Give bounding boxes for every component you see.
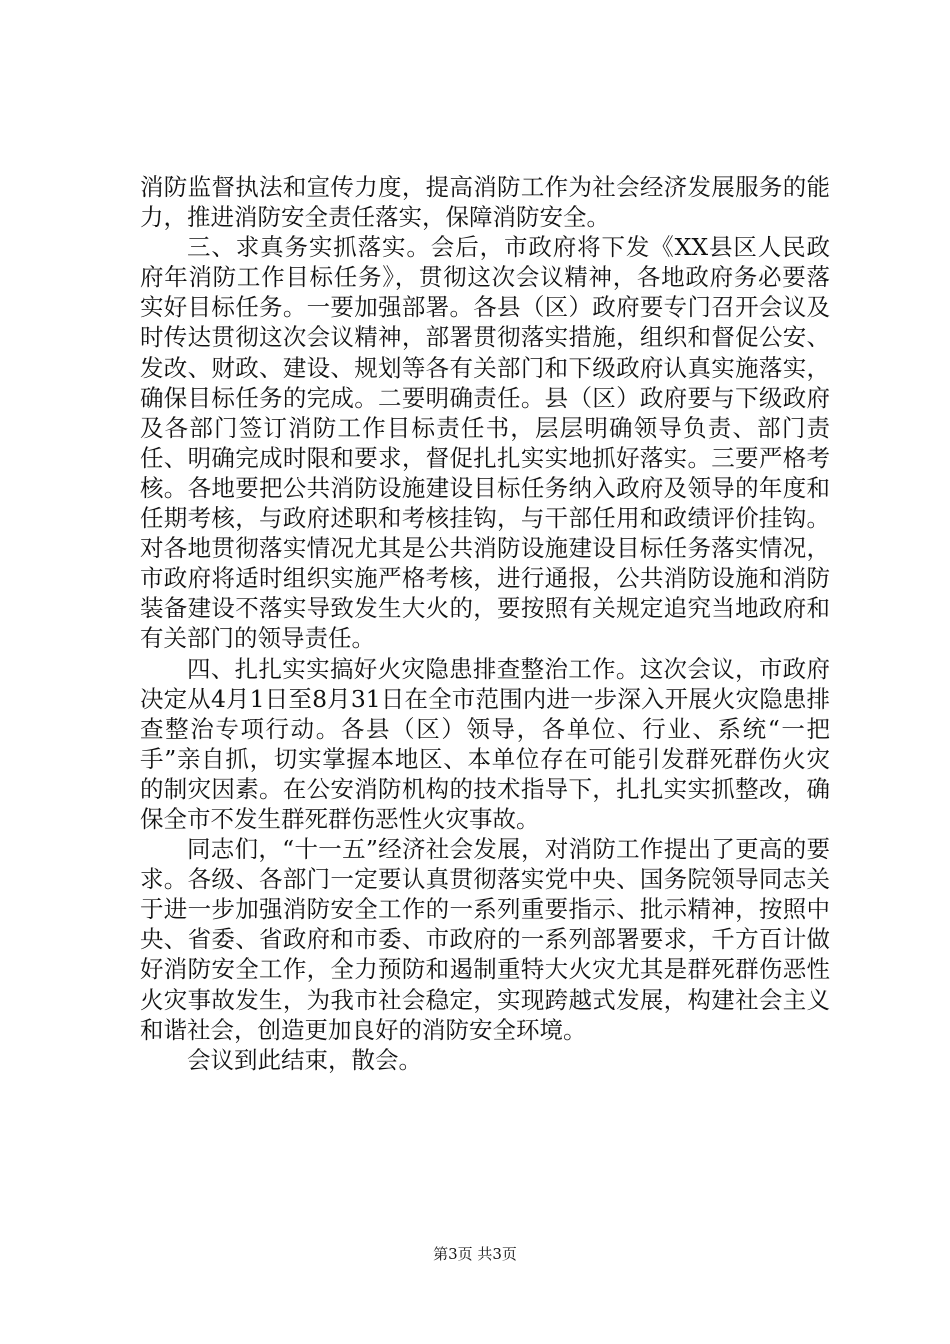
- document-body: [140, 172, 830, 1075]
- page-footer: 第3页 共3页: [433, 1245, 517, 1263]
- paragraph-section-three: 三、求真务实抓落实。会后，市政府将下发《XX县区人民政府年消防工作目标任务》，贯彻这次会议精神，各地政府务必要落实好目标任务。一要加强部署。各县（区）政府要专门召开会议及时传达贯彻这次会议精神，部署贯彻落实措施，组织和督促公安、发改、财政、建设、规划等各有关部门和下级政府认真实施落实，确保目标任务的完成。二要明确责任。县（区）政府要与下级政府及各部门签订消防工作目标责任书，层层明确领导负责、部门责任、明确完成时限和要求，督促扎扎实实地抓好落实。三要严格考核。各地要把公共消防设施建设目标任务纳入政府及领导的年度和任期考核，与政府述职和考核挂钩，与干部任用和政绩评价挂钩。对各地贯彻落实情况尤其是公共消防设施建设目标任务落实情况，市政府将适时组织实施严格考核，进行通报，公共消防设施和消防装备建设不落实导致发生大火的，要按照有关规定追究当地政府和有关部门的领导责任。: [140, 233, 830, 653]
- paragraph-continuation: 消防监督执法和宣传力度，提高消防工作为社会经济发展服务的能力，推进消防安全责任落实，保障消防安全。: [140, 173, 830, 232]
- paragraph-closing-remarks: 同志们，“十一五”经济社会发展，对消防工作提出了更高的要求。各级、各部门一定要认真贯彻落实党中央、国务院领导同志关于进一步加强消防安全工作的一系列重要指示、批示精神，按照中央、省委、省政府和市委、市政府的一系列部署要求，千方百计做好消防安全工作，全力预防和遏制重特大火灾尤其是群死群伤恶性火灾事故发生，为我市社会稳定，实现跨越式发展，构建社会主义和谐社会，创造更加良好的消防安全环境。: [140, 835, 830, 1044]
- paragraph-section-four: 四、扎扎实实搞好火灾隐患排查整治工作。这次会议，市政府决定从4月1日至8月31日在全市范围内进一步深入开展火灾隐患排查整治专项行动。各县（区）领导，各单位、行业、系统“一把手”亲自抓，切实掌握本地区、本单位存在可能引发群死群伤火灾的制灾因素。在公安消防机构的技术指导下，扎扎实实抓整改，确保全市不发生群死群伤恶性火灾事故。: [140, 654, 830, 833]
- paragraph-meeting-adjourned: 会议到此结束，散会。: [187, 1045, 422, 1074]
